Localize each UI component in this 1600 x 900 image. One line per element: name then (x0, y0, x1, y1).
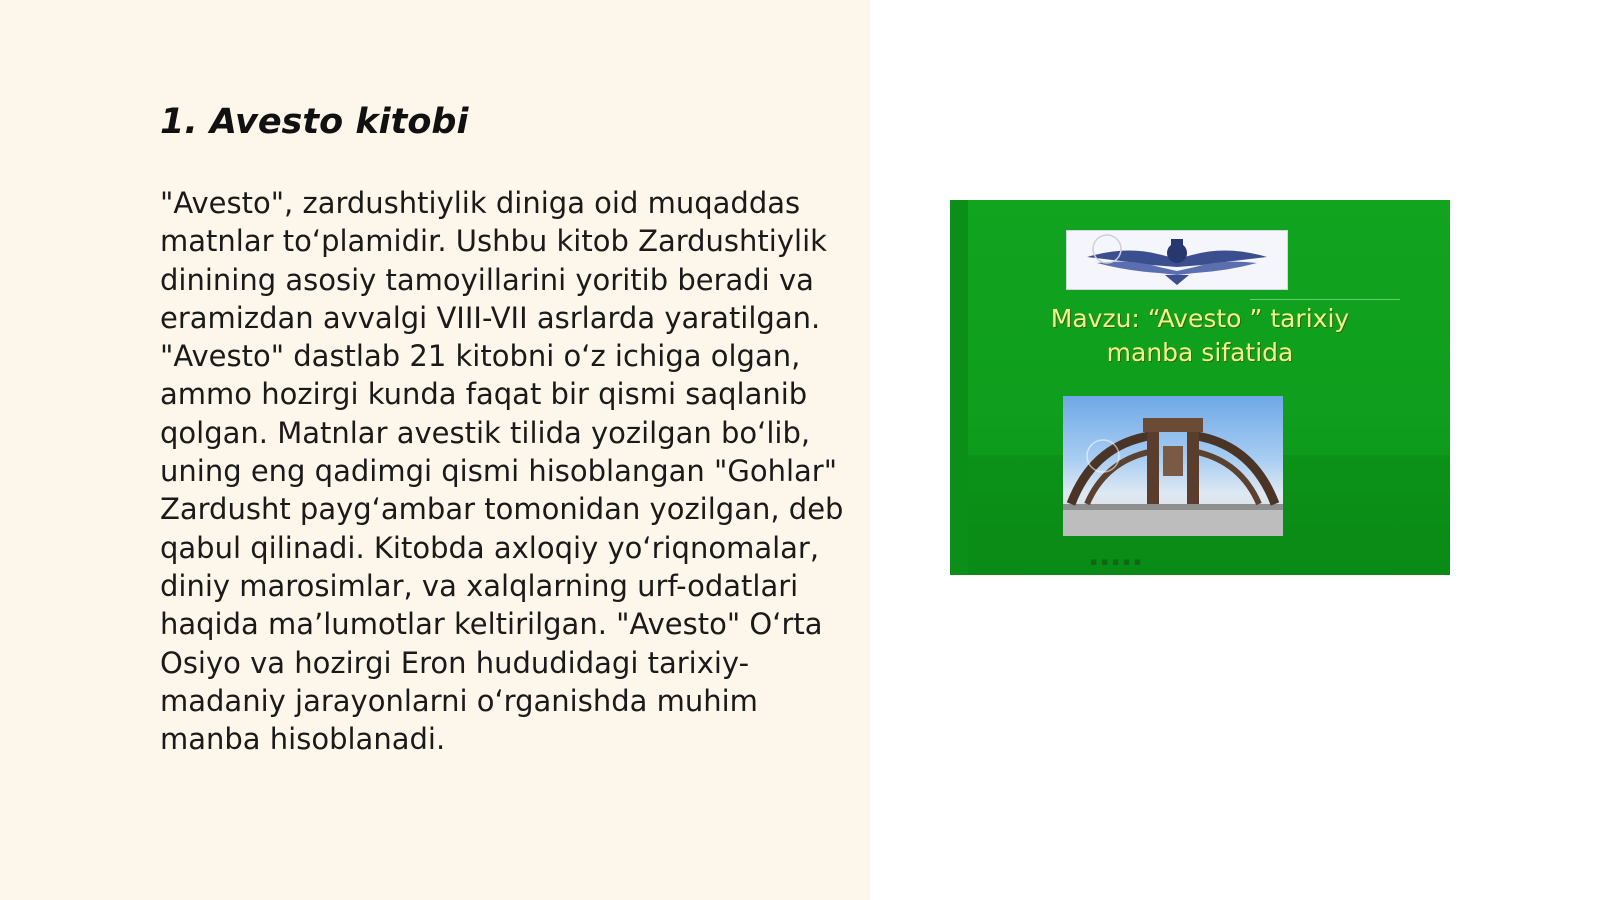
embedded-slide-title (970, 302, 1430, 370)
image-left-shade (950, 200, 968, 575)
slide-body-text: "Avesto", zardushtiylik diniga oid muqaddas matnlar to‘plamidir. Ushbu kitob Zardushtiylik dinining asosiy tamoyillarini yoritib beradi va eramizdan avvalgi VIII-VII asrlarda yaratilgan. "Avesto" dastlab 21 kitobni o‘z ichiga olgan, ammo hozirgi kunda faqat bir qismi saqlanib qolgan. Matnlar avestik tilida yozilgan bo‘lib, uning eng qadimgi qismi hisoblangan "Gohlar" Zardusht payg‘ambar tomonidan yozilgan, deb qabul qilinadi. Kitobda axloqiy yo‘riqnomalar, diniy marosimlar, va xalqlarning urf-odatlari haqida ma’lumotlar keltirilgan. "Avesto" O‘rta Osiyo va hozirgi Eron hududidagi tarixiy-madaniy jarayonlarni o‘rganishda muhim manba hisoblanadi. (160, 186, 844, 757)
slide-heading: 1. Avesto kitobi (160, 102, 469, 142)
embedded-title-line-2: manba sifatida (1106, 338, 1294, 367)
embedded-title-line-1: Mavzu: “Avesto ” tarixiy (1050, 304, 1350, 333)
faravahar-icon (1066, 230, 1288, 290)
monument-arch-icon (1063, 396, 1283, 536)
embedded-slide-image (950, 200, 1450, 575)
title-divider (1250, 299, 1400, 300)
image-watermark-mark: ▪ ▪ ▪ ▪ ▪ (1090, 555, 1142, 568)
